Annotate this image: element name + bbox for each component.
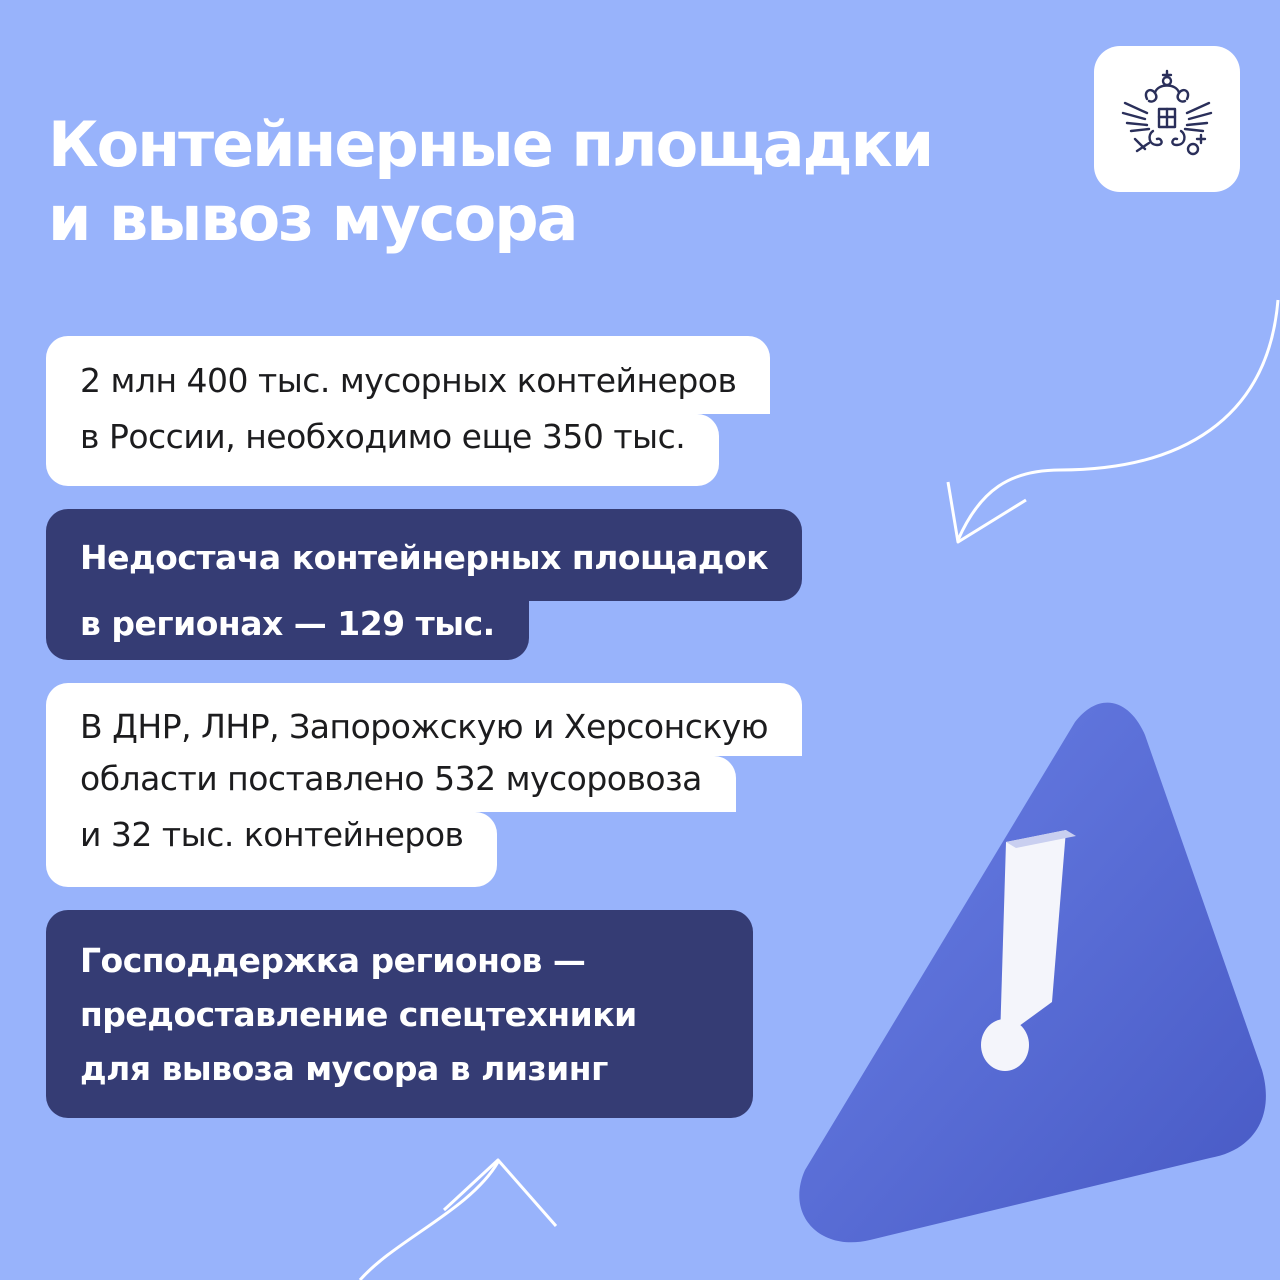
info-card-containers	[46, 336, 770, 486]
card-text-line: в России, необходимо еще 350 тыс.	[46, 414, 719, 486]
logo-tile	[1094, 46, 1240, 192]
card-text-line: для вывоза мусора в лизинг	[80, 1042, 608, 1096]
card-text-line: в регионах — 129 тыс.	[46, 601, 529, 660]
double-headed-eagle-emblem-icon	[1117, 69, 1217, 169]
title-line: и вывоз мусора	[48, 182, 577, 256]
page-title	[48, 108, 1048, 257]
info-card-state-support	[46, 910, 753, 1118]
card-text-line: предоставление спецтехники	[80, 988, 637, 1042]
card-text-line: В ДНР, ЛНР, Запорожскую и Херсонскую	[46, 683, 802, 756]
warning-triangle-icon	[799, 703, 1266, 1243]
card-text-line: Недостача контейнерных площадок	[46, 509, 802, 601]
card-text-line: и 32 тыс. контейнеров	[46, 812, 497, 887]
arrow-head-bottom	[444, 1160, 556, 1226]
title-line: Контейнерные площадки	[48, 108, 933, 181]
card-text-line: 2 млн 400 тыс. мусорных контейнеров	[46, 336, 770, 414]
card-text-line: Господдержка регионов —	[80, 934, 585, 988]
info-card-shortage	[46, 509, 802, 660]
curved-arrow-right	[958, 300, 1278, 540]
card-text-line: области поставлено 532 мусоровоза	[46, 756, 736, 812]
info-card-new-regions	[46, 683, 802, 887]
